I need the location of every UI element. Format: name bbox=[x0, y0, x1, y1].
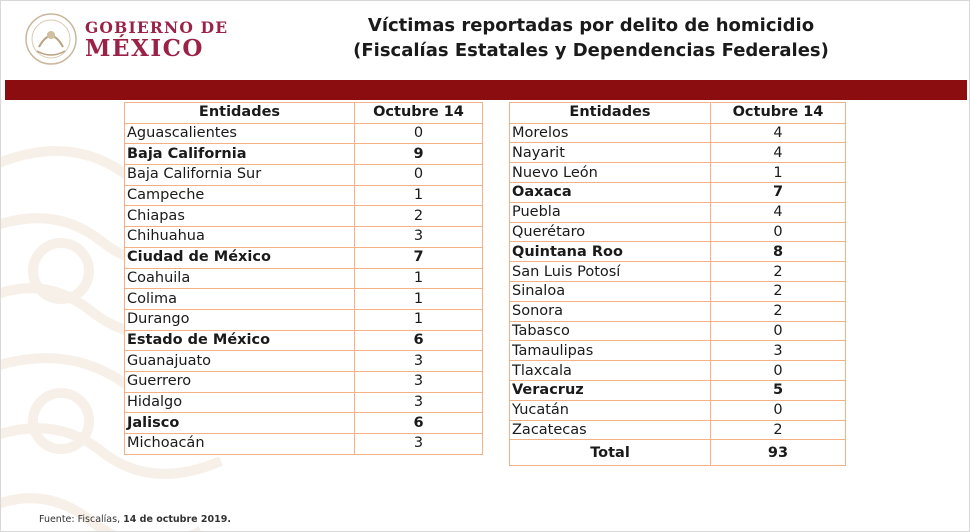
entity-name: Jalisco bbox=[125, 413, 355, 434]
header-band bbox=[5, 80, 967, 100]
entity-name: Quintana Roo bbox=[510, 242, 711, 262]
table-row bbox=[510, 400, 846, 420]
table-row bbox=[510, 301, 846, 321]
victim-count: 5 bbox=[711, 381, 846, 401]
table-row bbox=[510, 341, 846, 361]
table-row bbox=[125, 227, 483, 248]
entity-name: Veracruz bbox=[510, 381, 711, 401]
entity-name: Sinaloa bbox=[510, 282, 711, 302]
table-row bbox=[510, 143, 846, 163]
table-row bbox=[125, 434, 483, 455]
victim-count: 0 bbox=[711, 361, 846, 381]
national-seal-icon bbox=[23, 11, 79, 67]
table-row bbox=[510, 202, 846, 222]
entity-name: Sonora bbox=[510, 301, 711, 321]
entity-name: Puebla bbox=[510, 202, 711, 222]
table-row bbox=[510, 183, 846, 203]
column-header-entidades: Entidades bbox=[125, 103, 355, 124]
table-row bbox=[125, 309, 483, 330]
table-row bbox=[125, 351, 483, 372]
source-note bbox=[39, 514, 231, 525]
column-header-octubre-14: Octubre 14 bbox=[355, 103, 483, 124]
victim-count: 8 bbox=[711, 242, 846, 262]
entity-name: Yucatán bbox=[510, 400, 711, 420]
source-date: 14 de octubre 2019. bbox=[123, 514, 231, 525]
table-row bbox=[510, 222, 846, 242]
entity-name: Coahuila bbox=[125, 268, 355, 289]
victim-count: 2 bbox=[711, 301, 846, 321]
victim-count: 7 bbox=[355, 247, 483, 268]
table-row bbox=[510, 163, 846, 183]
victim-count: 2 bbox=[711, 282, 846, 302]
victim-count: 3 bbox=[355, 371, 483, 392]
gobierno-de-mexico-logo bbox=[23, 11, 229, 69]
entity-name: Tabasco bbox=[510, 321, 711, 341]
victim-count: 3 bbox=[355, 227, 483, 248]
victim-count: 4 bbox=[711, 202, 846, 222]
entity-name: Nayarit bbox=[510, 143, 711, 163]
table-row bbox=[125, 144, 483, 165]
slide-title bbox=[341, 13, 841, 63]
entity-name: Guerrero bbox=[125, 371, 355, 392]
victim-count: 3 bbox=[355, 392, 483, 413]
table-row bbox=[510, 123, 846, 143]
column-header-octubre-14: Octubre 14 bbox=[711, 103, 846, 124]
entity-name: Colima bbox=[125, 289, 355, 310]
entity-name: Tamaulipas bbox=[510, 341, 711, 361]
entity-name: Hidalgo bbox=[125, 392, 355, 413]
table-header-row bbox=[125, 103, 483, 124]
victim-count: 6 bbox=[355, 330, 483, 351]
table-row bbox=[510, 262, 846, 282]
entity-name: Aguascalientes bbox=[125, 123, 355, 144]
victim-count: 0 bbox=[711, 400, 846, 420]
column-header-entidades: Entidades bbox=[510, 103, 711, 124]
entity-name: Michoacán bbox=[125, 434, 355, 455]
table-row bbox=[125, 247, 483, 268]
entity-name: Chiapas bbox=[125, 206, 355, 227]
entity-name: Estado de México bbox=[125, 330, 355, 351]
entity-name: Zacatecas bbox=[510, 420, 711, 440]
entity-name: Nuevo León bbox=[510, 163, 711, 183]
entity-name: Oaxaca bbox=[510, 183, 711, 203]
victim-count: 1 bbox=[711, 163, 846, 183]
victim-count: 0 bbox=[711, 321, 846, 341]
table-row bbox=[125, 206, 483, 227]
victim-count: 4 bbox=[711, 123, 846, 143]
title-line-1: Víctimas reportadas por delito de homicidio bbox=[367, 15, 815, 36]
entity-name: Ciudad de México bbox=[125, 247, 355, 268]
homicide-table-right bbox=[509, 102, 846, 466]
table-row bbox=[510, 381, 846, 401]
title-line-2: (Fiscalías Estatales y Dependencias Federales) bbox=[353, 40, 829, 61]
total-row bbox=[510, 440, 846, 466]
table-row bbox=[510, 321, 846, 341]
entity-name: Chihuahua bbox=[125, 227, 355, 248]
table-row bbox=[125, 165, 483, 186]
victim-count: 0 bbox=[355, 165, 483, 186]
entity-name: Querétaro bbox=[510, 222, 711, 242]
table-row bbox=[125, 123, 483, 144]
table-row bbox=[125, 268, 483, 289]
total-value: 93 bbox=[711, 440, 846, 466]
victim-count: 4 bbox=[711, 143, 846, 163]
victim-count: 0 bbox=[711, 222, 846, 242]
victim-count: 2 bbox=[711, 420, 846, 440]
entity-name: Baja California Sur bbox=[125, 165, 355, 186]
table-row bbox=[125, 371, 483, 392]
entity-name: Durango bbox=[125, 309, 355, 330]
entity-name: San Luis Potosí bbox=[510, 262, 711, 282]
source-prefix: Fuente: Fiscalías, bbox=[39, 514, 124, 525]
victim-count: 1 bbox=[355, 268, 483, 289]
victim-count: 2 bbox=[355, 206, 483, 227]
victim-count: 1 bbox=[355, 185, 483, 206]
victim-count: 6 bbox=[355, 413, 483, 434]
homicide-table-left bbox=[124, 102, 483, 455]
entity-name: Guanajuato bbox=[125, 351, 355, 372]
logo-text-mexico: MÉXICO bbox=[85, 35, 204, 62]
entity-name: Baja California bbox=[125, 144, 355, 165]
entity-name: Tlaxcala bbox=[510, 361, 711, 381]
table-row bbox=[125, 392, 483, 413]
victim-count: 1 bbox=[355, 289, 483, 310]
table-row bbox=[125, 289, 483, 310]
table-row bbox=[125, 413, 483, 434]
table-header-row bbox=[510, 103, 846, 124]
table-row bbox=[510, 282, 846, 302]
victim-count: 3 bbox=[711, 341, 846, 361]
victim-count: 2 bbox=[711, 262, 846, 282]
table-row bbox=[510, 242, 846, 262]
table-row bbox=[125, 330, 483, 351]
victim-count: 0 bbox=[355, 123, 483, 144]
victim-count: 3 bbox=[355, 434, 483, 455]
victim-count: 1 bbox=[355, 309, 483, 330]
victim-count: 3 bbox=[355, 351, 483, 372]
victim-count: 7 bbox=[711, 183, 846, 203]
victim-count: 9 bbox=[355, 144, 483, 165]
table-row bbox=[510, 420, 846, 440]
total-label: Total bbox=[510, 440, 711, 466]
table-row bbox=[510, 361, 846, 381]
entity-name: Morelos bbox=[510, 123, 711, 143]
logo-text-gobierno: GOBIERNO DE bbox=[85, 18, 229, 37]
entity-name: Campeche bbox=[125, 185, 355, 206]
table-row bbox=[125, 185, 483, 206]
